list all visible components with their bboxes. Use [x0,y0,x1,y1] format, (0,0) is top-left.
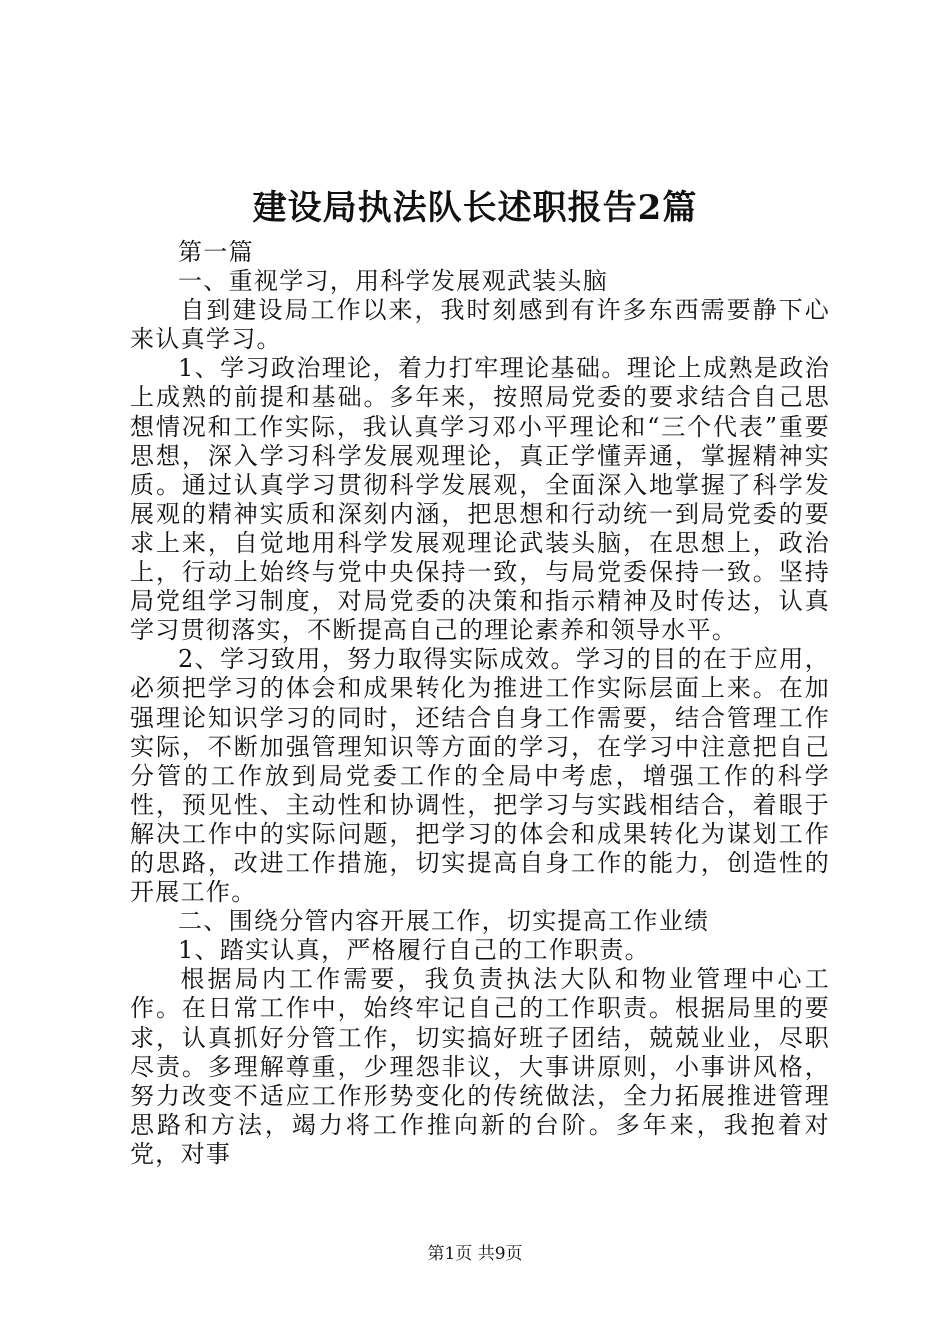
body-paragraph: 自到建设局工作以来，我时刻感到有许多东西需要静下心来认真学习。 [130,296,830,354]
section-label: 第一篇 [178,238,254,266]
section-heading: 二、围绕分管内容开展工作，切实提高工作业绩 [178,907,710,936]
section-heading: 一、重视学习，用科学发展观武装头脑 [178,267,609,296]
page-footer: 第1页 共9页 [427,1244,523,1264]
document-body [130,238,830,1169]
body-paragraph: 根据局内工作需要，我负责执法大队和物业管理中心工作。在日常工作中，始终牢记自己的工作职责。根据局里的要求，认真抓好分管工作，切实搞好班子团结，兢兢业业，尽职尽责。多理解尊重，少理怨非议，大事讲原则，小事讲风格，努力改变不适应工作形势变化的传统做法，全力拓展推进管理思路和方法，竭力将工作推向新的台阶。多年来，我抱着对党，对事 [130,965,830,1168]
body-paragraph: 1、学习政治理论，着力打牢理论基础。理论上成熟是政治上成熟的前提和基础。多年来，按照局党委的要求结合自己思想情况和工作实际，我认真学习邓小平理论和“三个代表”重要思想，深入学习科学发展观理论，真正学懂弄通，掌握精神实质。通过认真学习贯彻科学发展观，全面深入地掌握了科学发展观的精神实质和深刻内涵，把思想和行动统一到局党委的要求上来，自觉地用科学发展观理论武装头脑，在思想上，政治上，行动上始终与党中央保持一致，与局党委保持一致。坚持局党组学习制度，对局党委的决策和指示精神及时传达，认真学习贯彻落实，不断提高自己的理论素养和领导水平。 [130,354,830,645]
subsection-heading: 1、踏实认真，严格履行自己的工作职责。 [178,936,650,965]
document-title: 建设局执法队长述职报告2篇 [252,188,698,228]
body-paragraph: 2、学习致用，努力取得实际成效。学习的目的在于应用，必须把学习的体会和成果转化为推进工作实际层面上来。在加强理论知识学习的同时，还结合自身工作需要，结合管理工作实际，不断加强管理知识等方面的学习，在学习中注意把自己分管的工作放到局党委工作的全局中考虑，增强工作的科学性，预见性、主动性和协调性，把学习与实践相结合，着眼于解决工作中的实际问题，把学习的体会和成果转化为谋划工作的思路，改进工作措施，切实提高自身工作的能力，创造性的开展工作。 [130,645,830,907]
